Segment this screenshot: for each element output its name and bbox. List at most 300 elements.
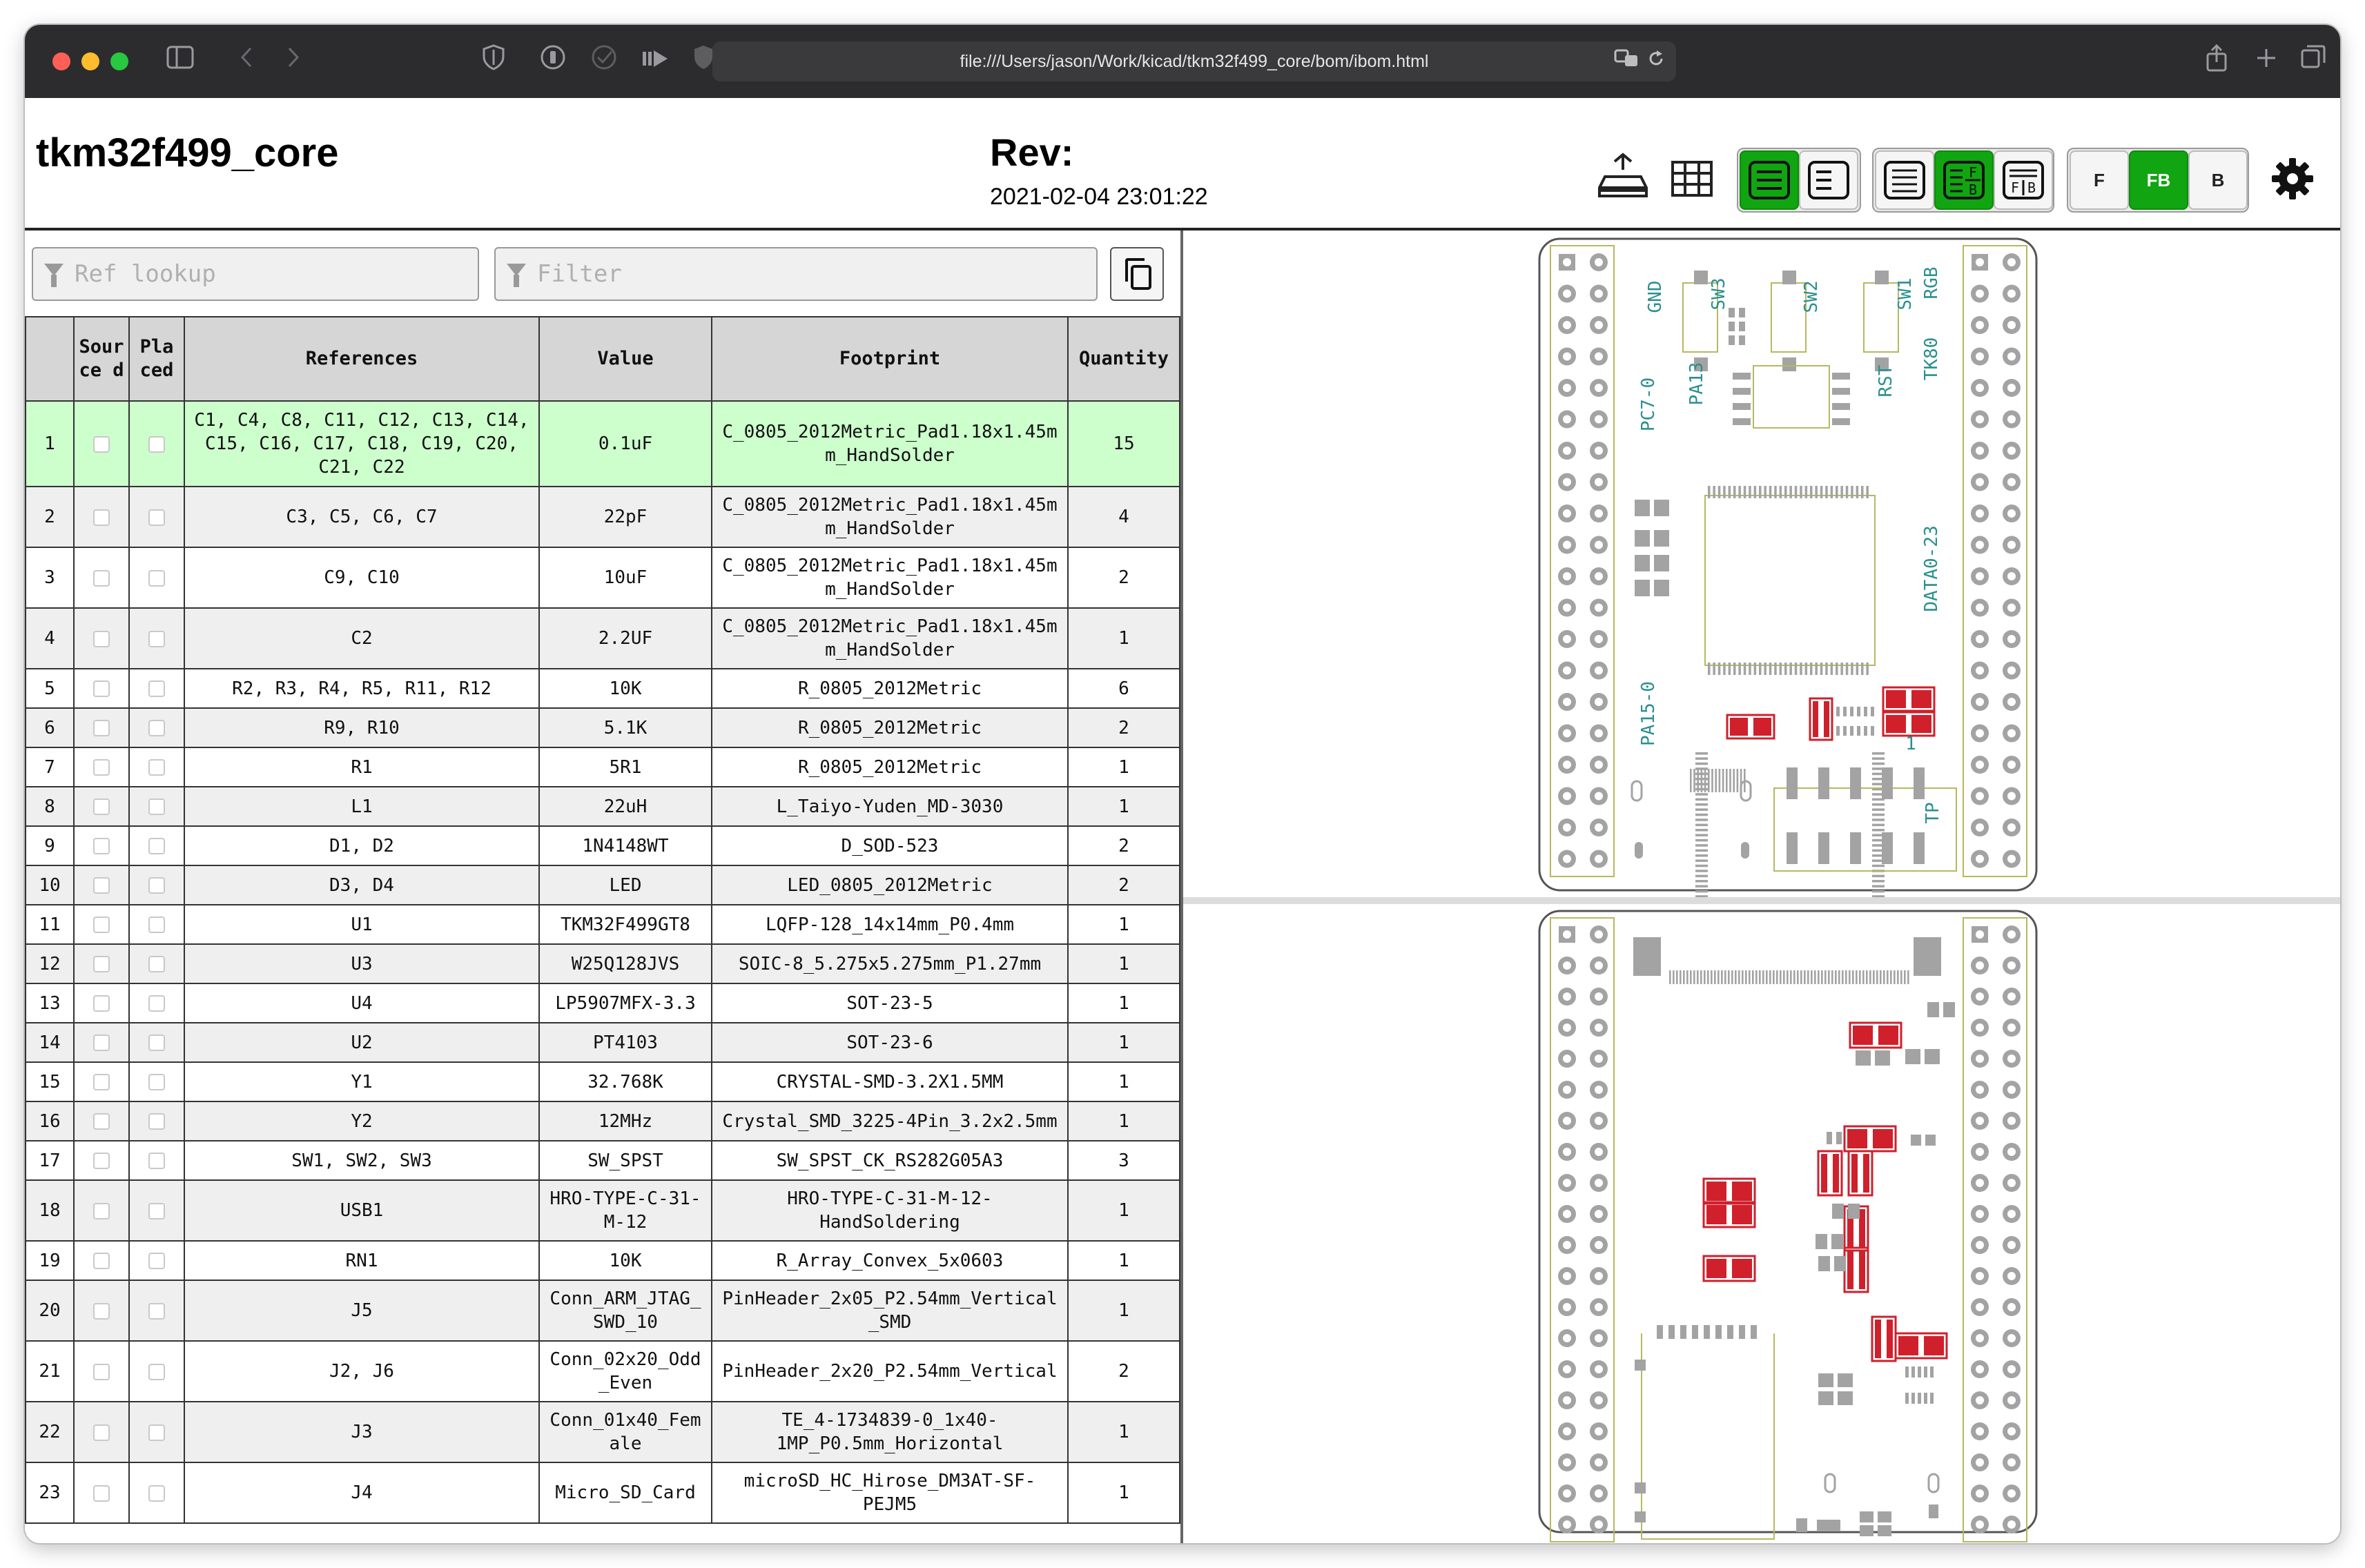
sourced-checkbox[interactable]: [93, 1113, 110, 1130]
layout-mode-group: [1872, 148, 2054, 213]
highlight-pin1-button[interactable]: [1593, 146, 1653, 206]
sourced-checkbox[interactable]: [93, 1424, 110, 1441]
grid-view-button[interactable]: [1662, 149, 1722, 208]
mcu-pin: [1795, 663, 1798, 675]
footprint-cell: SOT-23-6: [712, 1023, 1068, 1062]
ref-lookup-input[interactable]: [75, 248, 471, 300]
settings-button[interactable]: [2263, 149, 2322, 208]
pin-hole: [1563, 961, 1571, 970]
fpc-pin: [1700, 970, 1702, 984]
sourced-checkbox[interactable]: [93, 720, 110, 736]
pin-hole: [1595, 823, 1603, 832]
footprint-cell: Crystal_SMD_3225-4Pin_3.2x2.5mm: [712, 1101, 1068, 1141]
placed-checkbox[interactable]: [148, 436, 165, 453]
fpc-pin: [1762, 970, 1764, 984]
sourced-checkbox[interactable]: [93, 877, 110, 894]
placed-checkbox[interactable]: [148, 680, 165, 697]
fpc-pin: [1749, 970, 1751, 984]
filter-icon: [507, 264, 526, 276]
check-extension-icon[interactable]: [587, 44, 621, 80]
fpc-pin: [1887, 970, 1889, 984]
col-header-footprint[interactable]: Footprint: [712, 317, 1068, 401]
microsd-pad: [1635, 1482, 1646, 1493]
sourced-checkbox[interactable]: [93, 509, 110, 526]
col-header-value[interactable]: Value: [539, 317, 712, 401]
pin-hole: [1595, 509, 1603, 518]
sourced-cell: [74, 401, 129, 487]
reload-icon[interactable]: [1647, 41, 1665, 81]
pin-hole: [1563, 1148, 1571, 1156]
bom-row[interactable]: [26, 905, 1180, 944]
sourced-checkbox[interactable]: [93, 759, 110, 776]
fpc-pin: [1856, 970, 1858, 984]
browser-window: [25, 25, 2340, 1543]
quantity-cell: 4: [1068, 487, 1180, 547]
bom-row[interactable]: [26, 983, 1180, 1023]
highlighted-pad: [1886, 715, 1906, 733]
sourced-cell: [74, 983, 129, 1023]
filter-input[interactable]: [537, 248, 1089, 300]
highlighted-pad: [1706, 1259, 1726, 1278]
footprint-cell: TE_4-1734839-0_1x40-1MP_P0.5mm_Horizontal: [712, 1402, 1068, 1462]
mcu-pin: [1774, 486, 1777, 498]
tab-overview-icon[interactable]: [2296, 44, 2330, 79]
mcu-pin: [1872, 819, 1885, 821]
sot-pin: [1930, 1393, 1934, 1404]
placed-checkbox[interactable]: [148, 759, 165, 776]
pcb-upload-icon: [1598, 152, 1648, 200]
quantity-cell: 1: [1068, 1462, 1180, 1523]
mcu-pin: [1695, 808, 1708, 811]
highlighted-pad: [1732, 1182, 1752, 1201]
placed-checkbox[interactable]: [148, 917, 165, 933]
mcu-pin: [1872, 808, 1885, 811]
fpc-pin: [1814, 970, 1816, 984]
placed-cell: [129, 983, 184, 1023]
bom-row[interactable]: [26, 608, 1180, 669]
address-bar[interactable]: [712, 41, 1676, 81]
footprint-cell: L_Taiyo-Yuden_MD-3030: [712, 787, 1068, 826]
mcu-pin: [1759, 486, 1762, 498]
bom-top-drawings-bottom-button[interactable]: [1994, 150, 2053, 210]
bom-row[interactable]: [26, 1101, 1180, 1141]
sourced-checkbox[interactable]: [93, 570, 110, 587]
sourced-cell: [74, 608, 129, 669]
fpc-pin: [1731, 970, 1733, 984]
value-cell: 10K: [539, 1241, 712, 1280]
microsd-pin: [1657, 1325, 1663, 1339]
small-pad: [1911, 1135, 1921, 1146]
pin-hole: [1563, 1117, 1571, 1125]
value-cell: Conn_ARM_JTAG_SWD_10: [539, 1280, 712, 1341]
col-header-sourced[interactable]: Source d: [74, 317, 129, 401]
footprint-cell: R_0805_2012Metric: [712, 669, 1068, 708]
fpc-pin: [1783, 970, 1785, 984]
bom-row[interactable]: [26, 1062, 1180, 1101]
fpc-pin: [1787, 970, 1789, 984]
cap-pad: [1654, 580, 1669, 596]
ref-lookup-box[interactable]: [32, 247, 479, 301]
forward-icon[interactable]: [276, 44, 311, 79]
placed-checkbox[interactable]: [148, 995, 165, 1012]
pin-hole: [1976, 604, 1984, 612]
sourced-cell: [74, 669, 129, 708]
fpc-mount-pad: [1914, 937, 1941, 976]
small-pad: [1856, 1050, 1871, 1066]
placed-checkbox[interactable]: [148, 1113, 165, 1130]
mcu-pin: [1695, 819, 1708, 821]
fpc-pin: [1883, 970, 1885, 984]
sourced-checkbox[interactable]: [93, 680, 110, 697]
revision-label: Rev:: [990, 130, 1074, 174]
footprint-cell: CRYSTAL-SMD-3.2X1.5MM: [712, 1062, 1068, 1101]
placed-checkbox[interactable]: [148, 877, 165, 894]
flash-pin: [1733, 418, 1751, 425]
shield-icon[interactable]: [476, 44, 511, 80]
placed-cell: [129, 1141, 184, 1180]
silk-label: PC7-0: [1638, 377, 1659, 432]
pin-hole: [2007, 541, 2016, 549]
panel-divider-handle[interactable]: [1183, 897, 2340, 904]
pin-hole: [1976, 729, 1984, 738]
pin-hole: [1595, 1023, 1603, 1032]
copy-icon: [1111, 248, 1162, 300]
placed-checkbox[interactable]: [148, 509, 165, 526]
mcu-pin: [1851, 486, 1853, 498]
index-cell: 2: [26, 487, 74, 547]
quantity-cell: 1: [1068, 747, 1180, 787]
col-header-placed[interactable]: Pla ced: [129, 317, 184, 401]
mcu-pin: [1695, 890, 1708, 893]
placed-checkbox[interactable]: [148, 631, 165, 647]
sourced-checkbox[interactable]: [93, 1253, 110, 1269]
mcu-pin: [1695, 875, 1708, 878]
bom-row[interactable]: [26, 1341, 1180, 1402]
microsd-pin: [1739, 1325, 1745, 1339]
sourced-cell: [74, 1341, 129, 1402]
url-text[interactable]: file:///Users/jason/Work/kicad/tkm32f499_core/bom/ibom.html: [960, 52, 1429, 71]
sourced-checkbox[interactable]: [93, 917, 110, 933]
pin-hole: [1976, 290, 1984, 298]
switch-pad: [1782, 357, 1796, 371]
usb-pin: [1719, 769, 1721, 792]
fpc-pin: [1721, 970, 1723, 984]
back-layer-button[interactable]: [2188, 150, 2248, 210]
sourced-checkbox[interactable]: [93, 798, 110, 815]
value-cell: 2.2UF: [539, 608, 712, 669]
pin-hole: [2007, 415, 2016, 424]
references-cell: C2: [184, 608, 539, 669]
highlighted-pad: [1863, 1154, 1869, 1193]
sourced-checkbox[interactable]: [93, 1153, 110, 1169]
front-back-layer-button[interactable]: [2129, 150, 2188, 210]
usb-pin: [1726, 769, 1728, 792]
zoom-window-button[interactable]: [110, 52, 128, 70]
pin-hole: [1976, 415, 1984, 424]
col-header-quantity[interactable]: Quantity: [1068, 317, 1180, 401]
sourced-checkbox[interactable]: [93, 1303, 110, 1320]
mcu-pin: [1840, 663, 1843, 675]
sourced-checkbox[interactable]: [93, 631, 110, 647]
placed-checkbox[interactable]: [148, 1485, 165, 1502]
pin-hole: [1563, 729, 1571, 738]
mcu-pin: [1695, 839, 1708, 842]
pin-hole: [1976, 1427, 1984, 1435]
placed-checkbox[interactable]: [148, 570, 165, 587]
col-header-index[interactable]: [26, 317, 74, 401]
bom-only-layout-button[interactable]: [1875, 150, 1934, 210]
minimize-window-button[interactable]: [81, 52, 99, 70]
bom-row[interactable]: [26, 487, 1180, 547]
quantity-cell: 2: [1068, 865, 1180, 905]
bom-row[interactable]: [26, 1141, 1180, 1180]
fpc-pin: [1852, 970, 1854, 984]
sourced-checkbox[interactable]: [93, 1035, 110, 1051]
pin-hole: [2007, 1489, 2016, 1498]
pin-hole: [1563, 1396, 1571, 1404]
pin-hole: [2007, 855, 2016, 863]
placed-cell: [129, 1180, 184, 1241]
footprint-cell: C_0805_2012Metric_Pad1.18x1.45mm_HandSolder: [712, 487, 1068, 547]
pin-hole: [1563, 992, 1571, 1001]
mcu-pin: [1780, 663, 1782, 675]
fpc-pin: [1745, 970, 1747, 984]
sourced-checkbox[interactable]: [93, 956, 110, 972]
placed-checkbox[interactable]: [148, 1364, 165, 1380]
placed-checkbox[interactable]: [148, 1303, 165, 1320]
highlighted-pad: [1833, 1154, 1839, 1193]
fpc-pin: [1752, 970, 1754, 984]
sourced-checkbox[interactable]: [93, 1074, 110, 1090]
placed-cell: [129, 1462, 184, 1523]
mcu-pin: [1695, 763, 1708, 765]
placed-checkbox[interactable]: [148, 1253, 165, 1269]
switch-pad: [1694, 271, 1708, 284]
jtag-pad: [1882, 832, 1893, 864]
references-cell: L1: [184, 787, 539, 826]
pin-hole: [1595, 1365, 1603, 1373]
mcu-pin: [1836, 663, 1838, 675]
placed-checkbox[interactable]: [148, 1203, 165, 1219]
bom-row[interactable]: [26, 865, 1180, 905]
bom-row[interactable]: [26, 1241, 1180, 1280]
pin-hole: [1563, 1210, 1571, 1218]
small-pad: [1834, 1256, 1846, 1271]
placed-checkbox[interactable]: [148, 798, 165, 815]
new-tab-icon[interactable]: [2249, 44, 2284, 79]
fpc-pin: [1728, 970, 1730, 984]
placed-checkbox[interactable]: [148, 1153, 165, 1169]
fpc-pin: [1800, 970, 1802, 984]
bom-row[interactable]: [26, 401, 1180, 487]
mcu-pin: [1695, 880, 1708, 883]
pin-hole: [1976, 258, 1984, 266]
mcu-pin: [1780, 486, 1782, 498]
value-cell: HRO-TYPE-C-31-M-12: [539, 1180, 712, 1241]
sourced-cell: [74, 1180, 129, 1241]
fpc-pin: [1676, 970, 1678, 984]
small-pad: [1878, 1511, 1891, 1522]
sidebar-toggle-icon[interactable]: [163, 44, 197, 79]
back-icon[interactable]: [229, 44, 264, 79]
mcu-pin: [1800, 663, 1802, 675]
silk-label: TK80: [1921, 337, 1942, 381]
col-header-references[interactable]: References: [184, 317, 539, 401]
placed-checkbox[interactable]: [148, 838, 165, 854]
highlighted-pad: [1847, 1251, 1853, 1289]
highlighted-pad: [1878, 1026, 1898, 1045]
bom-row[interactable]: [26, 1280, 1180, 1341]
pin-hole: [1976, 509, 1984, 518]
bom-left-drawings-right-button[interactable]: [1934, 150, 1994, 210]
highlighted-pad: [1873, 1129, 1893, 1148]
jtag-pad: [1882, 767, 1893, 799]
references-cell: J2, J6: [184, 1341, 539, 1402]
highlighted-pad: [1824, 701, 1829, 737]
pin-hole: [2007, 961, 2016, 970]
bom-row[interactable]: [26, 1180, 1180, 1241]
sourced-checkbox[interactable]: [93, 1485, 110, 1502]
close-window-button[interactable]: [52, 52, 70, 70]
value-cell: 5R1: [539, 747, 712, 787]
highlighted-pad: [1875, 1320, 1881, 1358]
bom-left-button[interactable]: [1799, 150, 1858, 210]
pin-hole: [1595, 604, 1603, 612]
fpc-pin: [1828, 970, 1830, 984]
quantity-cell: 2: [1068, 547, 1180, 608]
front-layer-button[interactable]: [2070, 150, 2129, 210]
value-cell: 10K: [539, 669, 712, 708]
pin-hole: [1595, 729, 1603, 738]
pin-hole: [2007, 1303, 2016, 1311]
sourced-checkbox[interactable]: [93, 1364, 110, 1380]
index-cell: 12: [26, 944, 74, 983]
bom-row[interactable]: [26, 1462, 1180, 1523]
references-cell: USB1: [184, 1180, 539, 1241]
pin-hole: [1563, 1241, 1571, 1249]
sourced-cell: [74, 747, 129, 787]
pin-hole: [2007, 604, 2016, 612]
bom-row[interactable]: [26, 1023, 1180, 1062]
bom-row[interactable]: [26, 547, 1180, 608]
quantity-cell: 1: [1068, 1101, 1180, 1141]
share-icon[interactable]: [2199, 44, 2234, 81]
media-extension-icon[interactable]: [638, 44, 672, 79]
bom-row[interactable]: [26, 747, 1180, 787]
index-cell: 5: [26, 669, 74, 708]
sourced-checkbox[interactable]: [93, 436, 110, 453]
cap-pad: [1654, 555, 1669, 571]
pin-hole: [1595, 1148, 1603, 1156]
pin-hole: [2007, 478, 2016, 487]
pin-hole: [1976, 1210, 1984, 1218]
sot-pin: [1918, 1366, 1921, 1378]
silk-label: PA15-0: [1638, 681, 1659, 746]
pin-hole: [1595, 541, 1603, 549]
pin-hole: [1595, 930, 1603, 939]
layer-select-group: [2067, 148, 2249, 213]
highlighted-pad: [1898, 1336, 1918, 1355]
bom-row[interactable]: [26, 1402, 1180, 1462]
fpc-pin: [1904, 970, 1906, 984]
filter-box[interactable]: [494, 247, 1098, 301]
sourced-checkbox[interactable]: [93, 838, 110, 854]
mcu-pin: [1836, 486, 1838, 498]
pin-hole: [1563, 1055, 1571, 1063]
front-layer-label: F: [2094, 169, 2105, 190]
front-pcb-canvas[interactable]: [1183, 231, 2340, 897]
cap-pad: [1635, 500, 1650, 516]
pin-hole: [1563, 258, 1571, 266]
bom-row[interactable]: [26, 787, 1180, 826]
fpc-pin: [1818, 970, 1820, 984]
sourced-cell: [74, 1141, 129, 1180]
password-icon[interactable]: [536, 44, 570, 80]
bom-row[interactable]: [26, 708, 1180, 747]
index-cell: 17: [26, 1141, 74, 1180]
bom-only-button[interactable]: [1740, 150, 1799, 210]
bom-row[interactable]: [26, 944, 1180, 983]
mcu-pin: [1713, 663, 1715, 675]
pin-hole: [2007, 635, 2016, 643]
fpc-pin: [1707, 970, 1709, 984]
fpc-pin: [1845, 970, 1847, 984]
sot-pin: [1905, 1366, 1909, 1378]
placed-checkbox[interactable]: [148, 1424, 165, 1441]
pin-hole: [1976, 792, 1984, 801]
placed-checkbox[interactable]: [148, 720, 165, 736]
bom-table: [25, 316, 1180, 1524]
placed-cell: [129, 787, 184, 826]
bom-row[interactable]: [26, 669, 1180, 708]
pin-hole: [1976, 1520, 1984, 1529]
sourced-checkbox[interactable]: [93, 995, 110, 1012]
index-cell: 19: [26, 1241, 74, 1280]
back-pcb-canvas[interactable]: [1183, 904, 2340, 1543]
translate-icon[interactable]: [1614, 41, 1639, 81]
jtag-pad: [1850, 832, 1861, 864]
copy-button[interactable]: [1110, 247, 1164, 301]
pin-hole: [2007, 823, 2016, 832]
pin-hole: [1595, 1179, 1603, 1187]
bom-row[interactable]: [26, 826, 1180, 865]
placed-cell: [129, 547, 184, 608]
placed-cell: [129, 865, 184, 905]
sourced-checkbox[interactable]: [93, 1203, 110, 1219]
sot-pin: [1836, 726, 1840, 736]
fpc-pin: [1824, 970, 1827, 984]
references-cell: C9, C10: [184, 547, 539, 608]
pin-hole: [2007, 761, 2016, 769]
pin-hole: [1976, 1396, 1984, 1404]
pin-hole: [1595, 1086, 1603, 1094]
placed-checkbox[interactable]: [148, 1074, 165, 1090]
mcu-pin: [1810, 663, 1813, 675]
footprint-cell: microSD_HC_Hirose_DM3AT-SF-PEJM5: [712, 1462, 1068, 1523]
silk-label: TP: [1923, 802, 1943, 824]
pin-hole: [1976, 1023, 1984, 1032]
small-pad: [1729, 322, 1735, 331]
mcu-pin: [1764, 663, 1767, 675]
mcu-pin: [1810, 486, 1813, 498]
index-cell: 3: [26, 547, 74, 608]
mcu-pin: [1872, 757, 1885, 760]
fpc-pin: [1797, 970, 1799, 984]
value-cell: 22uH: [539, 787, 712, 826]
placed-checkbox[interactable]: [148, 956, 165, 972]
flash-pin: [1832, 388, 1850, 395]
placed-checkbox[interactable]: [148, 1035, 165, 1051]
